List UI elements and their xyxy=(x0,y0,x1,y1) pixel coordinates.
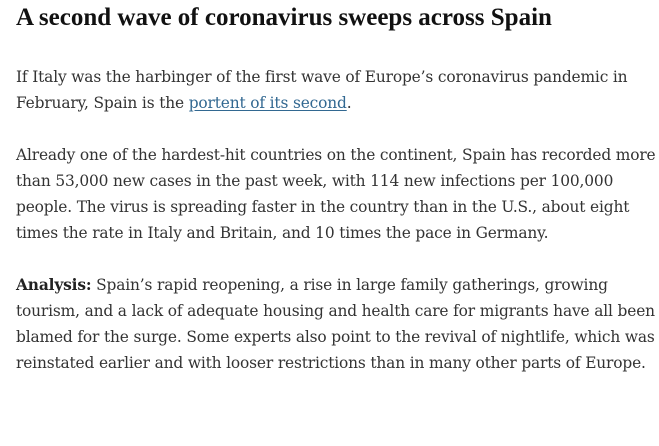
portent-link[interactable]: portent of its second xyxy=(188,94,347,112)
paragraph-analysis xyxy=(16,272,656,376)
article xyxy=(16,0,656,376)
analysis-label: Analysis: xyxy=(16,276,92,294)
paragraph-intro-text: If Italy was the harbinger of the first wave of Europe’s coronavirus pandemic in February, Spain is the xyxy=(16,68,628,112)
paragraph-intro xyxy=(16,64,656,116)
analysis-text: Spain’s rapid reopening, a rise in large family gatherings, growing tourism, and a lack of adequate housing and health care for migrants have all been blamed for the surge. Some experts also point to the revival of nightlife, which was reinstated earlier and with looser restrictions than in many other parts of Europe. xyxy=(16,276,655,372)
paragraph-intro-end: . xyxy=(346,94,352,112)
article-headline: A second wave of coronavirus sweeps across Spain xyxy=(16,4,552,31)
paragraph-stats: Already one of the hardest-hit countries on the continent, Spain has recorded more than 53,000 new cases in the past week, with 114 new infections per 100,000 people. The virus is spreading faster in the country than in the U.S., about eight times the rate in Italy and Britain, and 10 times the pace in Germany. xyxy=(16,146,656,242)
